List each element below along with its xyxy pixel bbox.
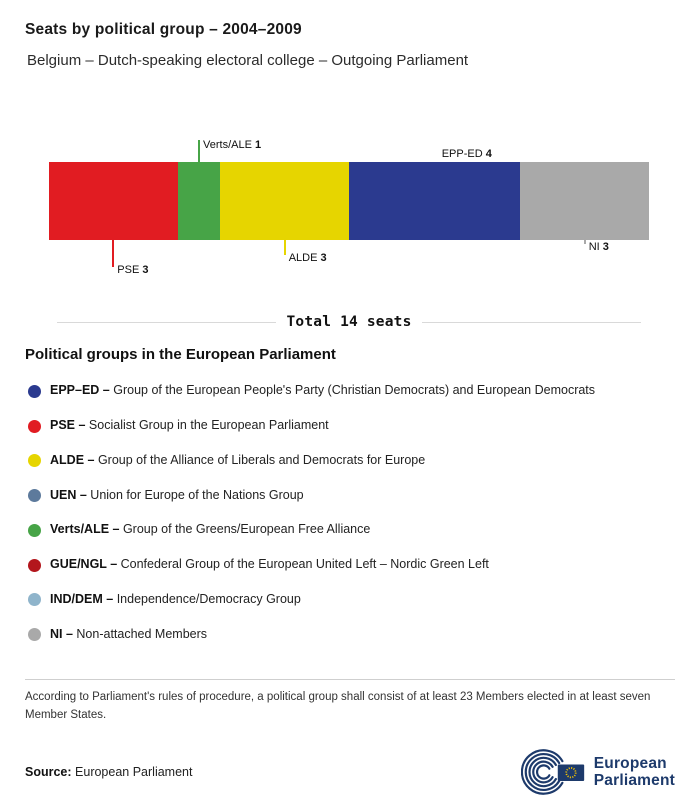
total-label: Total 14 seats bbox=[286, 314, 412, 331]
legend-item-epp-ed bbox=[25, 384, 675, 398]
legend-item-label: GUE/NGL – Confederal Group of the European United Left – Nordic Green Left bbox=[50, 557, 489, 572]
legend-color-dot bbox=[28, 420, 41, 433]
leader-line-pse bbox=[112, 240, 114, 267]
footnote-text: According to Parliament's rules of procedure, a political group shall consist of at least 23 Members elected in at least seven Member States. bbox=[25, 691, 651, 722]
logo-text bbox=[594, 755, 675, 790]
bar-label-epp-ed: EPP-ED 4 bbox=[439, 148, 496, 162]
legend-item-label: PSE – Socialist Group in the European Parliament bbox=[50, 418, 329, 433]
total-rule-left bbox=[57, 322, 276, 323]
legend-color-dot bbox=[28, 385, 41, 398]
bar-segment-alde[interactable] bbox=[220, 162, 349, 240]
stacked-bar bbox=[49, 162, 649, 240]
bar-segment-ni[interactable] bbox=[520, 162, 649, 240]
legend-item-ni bbox=[25, 628, 675, 642]
page-subtitle: Belgium – Dutch-speaking electoral college – Outgoing Parliament bbox=[27, 52, 469, 70]
bar-label-verts-ale: Verts/ALE 1 bbox=[203, 138, 262, 151]
legend-item-gue-ngl bbox=[25, 558, 675, 572]
legend-item-pse bbox=[25, 419, 675, 433]
legend-item-label: NI – Non-attached Members bbox=[50, 626, 208, 641]
legend-item-label: UEN – Union for Europe of the Nations Group bbox=[50, 487, 304, 502]
bar-segment-verts-ale[interactable] bbox=[178, 162, 221, 240]
legend-item-label: EPP–ED – Group of the European People's Party (Christian Democrats) and European Democrats bbox=[50, 383, 596, 398]
total-separator bbox=[57, 314, 641, 330]
european-parliament-logo bbox=[521, 749, 675, 795]
bar-segment-pse[interactable] bbox=[49, 162, 178, 240]
legend-item-label: ALDE – Group of the Alliance of Liberals and Democrats for Europe bbox=[50, 452, 426, 467]
logo-text-line1: European bbox=[593, 754, 667, 772]
source-line bbox=[25, 765, 192, 779]
bar-label-alde: ALDE 3 bbox=[288, 252, 327, 265]
bar-segment-epp-ed[interactable] bbox=[349, 162, 520, 240]
bar-label-ni: NI 3 bbox=[588, 241, 609, 254]
legend-rows bbox=[25, 384, 675, 641]
total-rule-right bbox=[422, 322, 641, 323]
legend-title: Political groups in the European Parliament bbox=[25, 346, 336, 364]
legend-color-dot bbox=[28, 489, 41, 502]
legend-item-verts-ale bbox=[25, 523, 675, 537]
footnote-divider bbox=[25, 679, 675, 680]
legend-item-uen bbox=[25, 489, 675, 503]
logo-text-line2: Parliament bbox=[593, 772, 675, 789]
legend-color-dot bbox=[28, 559, 41, 572]
legend bbox=[25, 346, 675, 641]
legend-item-ind-dem bbox=[25, 593, 675, 607]
leader-line-alde bbox=[284, 240, 286, 255]
legend-color-dot bbox=[28, 628, 41, 641]
legend-item-label: IND/DEM – Independence/Democracy Group bbox=[50, 591, 301, 606]
seats-chart bbox=[49, 138, 649, 277]
page-title: Seats by political group – 2004–2009 bbox=[25, 21, 302, 38]
source-value: European Parliament bbox=[75, 765, 193, 779]
ep-hemicycle-logo-icon bbox=[521, 749, 587, 795]
legend-color-dot bbox=[28, 454, 41, 467]
leader-line-ni bbox=[584, 240, 586, 244]
legend-color-dot bbox=[28, 593, 41, 606]
bottom-bar bbox=[25, 749, 675, 795]
legend-item-alde bbox=[25, 454, 675, 468]
legend-item-label: Verts/ALE – Group of the Greens/European Free Alliance bbox=[50, 522, 371, 537]
legend-color-dot bbox=[28, 524, 41, 537]
leader-line-verts-ale bbox=[198, 140, 200, 162]
bar-label-pse: PSE 3 bbox=[117, 264, 149, 277]
source-label: Source: bbox=[25, 765, 72, 779]
